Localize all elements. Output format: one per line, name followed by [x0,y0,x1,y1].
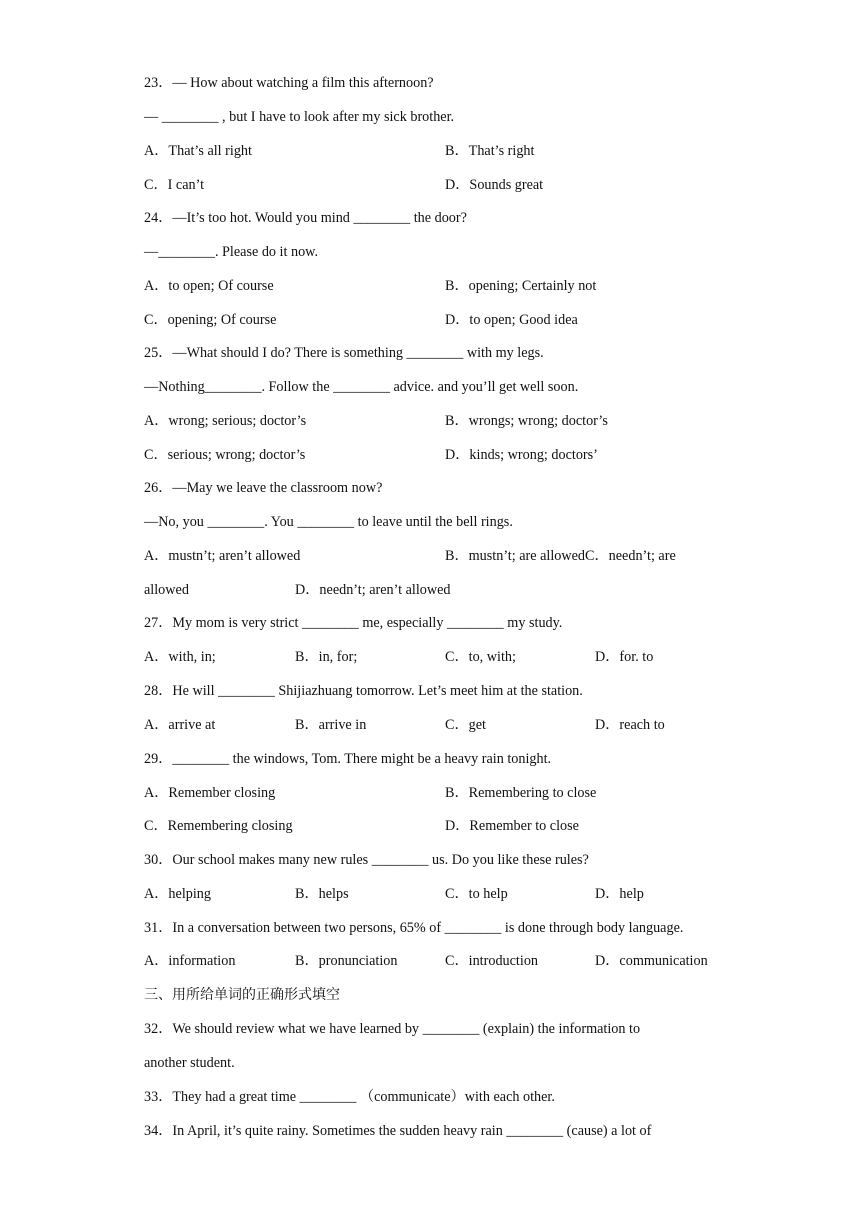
option-c: C．to help [445,886,508,902]
option-a: A．Remember closing [144,785,276,801]
option-d: D．Sounds great [445,177,544,193]
option-a: A．with, in; [144,649,216,665]
question-31-stem: 31．In a conversation between two persons, 65% of ________ is done through body language. [144,920,684,936]
question-23-response: — ________ , but I have to look after my sick brother. [144,109,455,125]
option-b: B．wrongs; wrong; doctor’s [445,413,608,429]
question-33-line-1: 33．They had a great time ________ （communicate）with each other. [144,1089,555,1105]
option-c: C．serious; wrong; doctor’s [144,447,306,463]
question-29-stem: 29．________ the windows, Tom. There might be a heavy rain tonight. [144,751,552,767]
option-a: A．wrong; serious; doctor’s [144,413,307,429]
option-d: D．to open; Good idea [445,312,578,328]
option-a: A．information [144,953,236,969]
option-d: D．kinds; wrong; doctors’ [445,447,598,463]
option-d: D．for. to [595,649,654,665]
option-d: D．help [595,886,644,902]
option-a: A．That’s all right [144,143,252,159]
option-c: C．introduction [445,953,539,969]
question-30-stem: 30．Our school makes many new rules ________ us. Do you like these rules? [144,852,589,868]
option-d: D．reach to [595,717,665,733]
option-b: B．helps [295,886,349,902]
option-b: B．opening; Certainly not [445,278,597,294]
option-b: B．pronunciation [295,953,398,969]
question-25-response: —Nothing________. Follow the ________ advice. and you’ll get well soon. [144,379,579,395]
option-b: B．Remembering to close [445,785,597,801]
question-24-response: —________. Please do it now. [144,244,319,260]
question-25-stem: 25．—What should I do? There is something ________ with my legs. [144,345,544,361]
question-26-response: —No, you ________. You ________ to leave until the bell rings. [144,514,513,530]
question-26-stem: 26．—May we leave the classroom now? [144,480,383,496]
option-a: A．mustn’t; aren’t allowed [144,548,301,564]
option-c: C．Remembering closing [144,818,293,834]
option-c: C．to, with; [445,649,516,665]
question-27-stem: 27．My mom is very strict ________ me, especially ________ my study. [144,615,563,631]
option-c: C．opening; Of course [144,312,277,328]
option-a: A．helping [144,886,211,902]
question-23-stem: 23．— How about watching a film this afternoon? [144,75,434,91]
option-b: B．in, for; [295,649,358,665]
option-d: D．Remember to close [445,818,579,834]
option-b: B．arrive in [295,717,367,733]
option-b: B．That’s right [445,143,535,159]
question-24-stem: 24．—It’s too hot. Would you mind ________ the door? [144,210,467,226]
option-a: A．to open; Of course [144,278,274,294]
question-28-stem: 28．He will ________ Shijiazhuang tomorrow. Let’s meet him at the station. [144,683,583,699]
option-a: A．arrive at [144,717,216,733]
option-d: D．needn’t; aren’t allowed [295,582,451,598]
question-32-line-2: another student. [144,1055,235,1071]
section-3-heading: 三、用所给单词的正确形式填空 [144,987,340,1003]
option-c-continued: allowed [144,582,189,598]
question-34-line-1: 34．In April, it’s quite rainy. Sometimes the sudden heavy rain ________ (cause) a lot of [144,1123,652,1139]
option-c: C．I can’t [144,177,205,193]
option-d: D．communication [595,953,708,969]
option-c: C．get [445,717,486,733]
question-32-line-1: 32．We should review what we have learned by ________ (explain) the information to [144,1021,641,1037]
option-b-c: B．mustn’t; are allowedC．needn’t; are [445,548,676,564]
